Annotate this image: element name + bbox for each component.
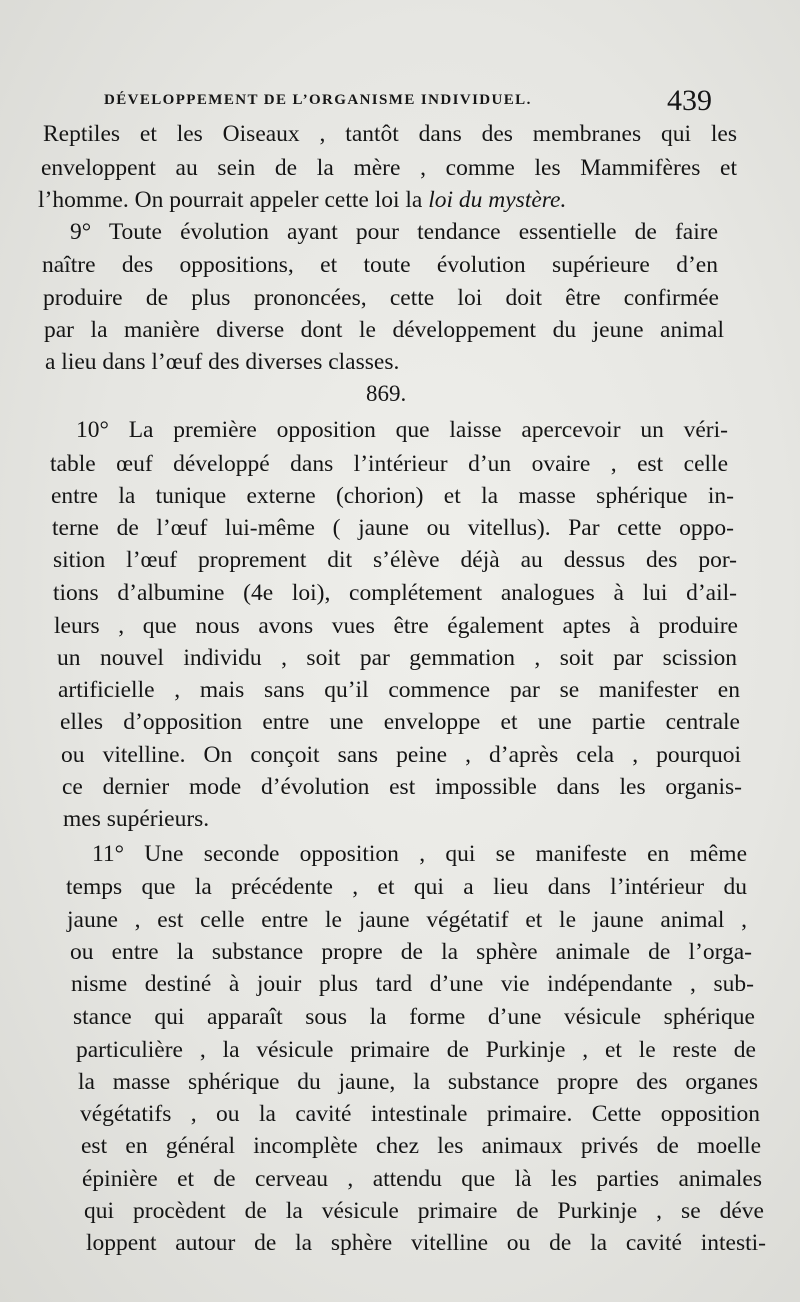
- text-line-17: artificielle , mais sans qu’il commence par se manifester en: [58, 677, 740, 703]
- text-line-16: un nouvel individu , soit par gemmation , soit par scission: [57, 645, 737, 671]
- text-line-6: produire de plus prononcées, cette loi doit être confirmée: [43, 285, 719, 311]
- text-line-8: a lieu dans l’œuf des diverses classes.: [45, 349, 400, 375]
- text-line-21: mes supérieurs.: [63, 806, 210, 832]
- text-line-11: entre la tunique externe (chorion) et la masse sphérique in-: [51, 483, 734, 509]
- text-line-3-roman: l’homme. On pourrait appeler cette loi la: [38, 187, 423, 213]
- text-line-7: par la manière diverse dont le développement du jeune animal: [44, 317, 724, 343]
- text-line-34: loppent autour de la sphère vitelline ou de la cavité intesti-: [86, 1230, 766, 1256]
- text-line-10: table œuf développé dans l’intérieur d’un ovaire , est celle: [50, 451, 728, 477]
- text-line-18: elles d’opposition entre une enveloppe et une partie centrale: [60, 709, 740, 735]
- paragraph-10-line-1: 10° La première opposition que laisse apercevoir un véri-: [76, 417, 728, 443]
- text-line-23: temps que la précédente , et qui a lieu dans l’intérieur du: [66, 874, 747, 900]
- text-line-32: épinière et de cerveau , attendu que là les parties animales: [82, 1166, 762, 1192]
- text-line-13: sition l’œuf proprement dit s’élève déjà au dessus des por-: [53, 547, 737, 573]
- text-line-12: terne de l’œuf lui-même ( jaune ou vitellus). Par cette oppo-: [52, 515, 734, 541]
- text-line-25: ou entre la substance propre de la sphère animale de l’orga-: [70, 939, 752, 965]
- text-line-33: qui procèdent de la vésicule primaire de Purkinje , se déve: [84, 1198, 764, 1224]
- text-line-31: est en général incomplète chez les animaux privés de moelle: [81, 1133, 761, 1159]
- page-number: 439: [667, 84, 712, 117]
- italic-phrase: loi du mystère.: [428, 187, 567, 213]
- text-line-3: [38, 184, 738, 216]
- text-line-15: leurs , que nous avons vues être également aptes à produire: [54, 613, 738, 639]
- paragraph-9-line-1: 9° Toute évolution ayant pour tendance essentielle de faire: [70, 219, 718, 245]
- text-line-19: ou vitelline. On conçoit sans peine , d’après cela , pourquoi: [61, 742, 741, 768]
- running-title: DÉVELOPPEMENT DE L’ORGANISME INDIVIDUEL.: [104, 92, 532, 108]
- text-line-14: tions d’albumine (4e loi), complétement analogues à lui d’ail-: [53, 580, 737, 606]
- text-line-29: la masse sphérique du jaune, la substance propre des organes: [78, 1069, 758, 1095]
- paragraph-11-line-1: 11° Une seconde opposition , qui se manifeste en même: [92, 841, 747, 867]
- text-line-26: nisme destiné à jouir plus tard d’une vie indépendante , sub-: [71, 971, 754, 997]
- text-line-28: particulière , la vésicule primaire de Purkinje , et le reste de: [76, 1037, 756, 1063]
- text-line-5: naître des oppositions, et toute évolution supérieure d’en: [42, 252, 718, 278]
- section-number: 869.: [366, 381, 407, 406]
- text-line-1: Reptiles et les Oiseaux , tantôt dans des membranes qui les: [43, 121, 737, 147]
- text-line-2: enveloppent au sein de la mère , comme les Mammifères et: [41, 155, 737, 181]
- text-line-30: végétatifs , ou la cavité intestinale primaire. Cette opposition: [80, 1101, 760, 1127]
- text-line-20: ce dernier mode d’évolution est impossible dans les organis-: [62, 774, 742, 800]
- text-line-27: stance qui apparaît sous la forme d’une vésicule sphérique: [73, 1004, 755, 1030]
- text-line-24: jaune , est celle entre le jaune végétatif et le jaune animal ,: [67, 907, 747, 933]
